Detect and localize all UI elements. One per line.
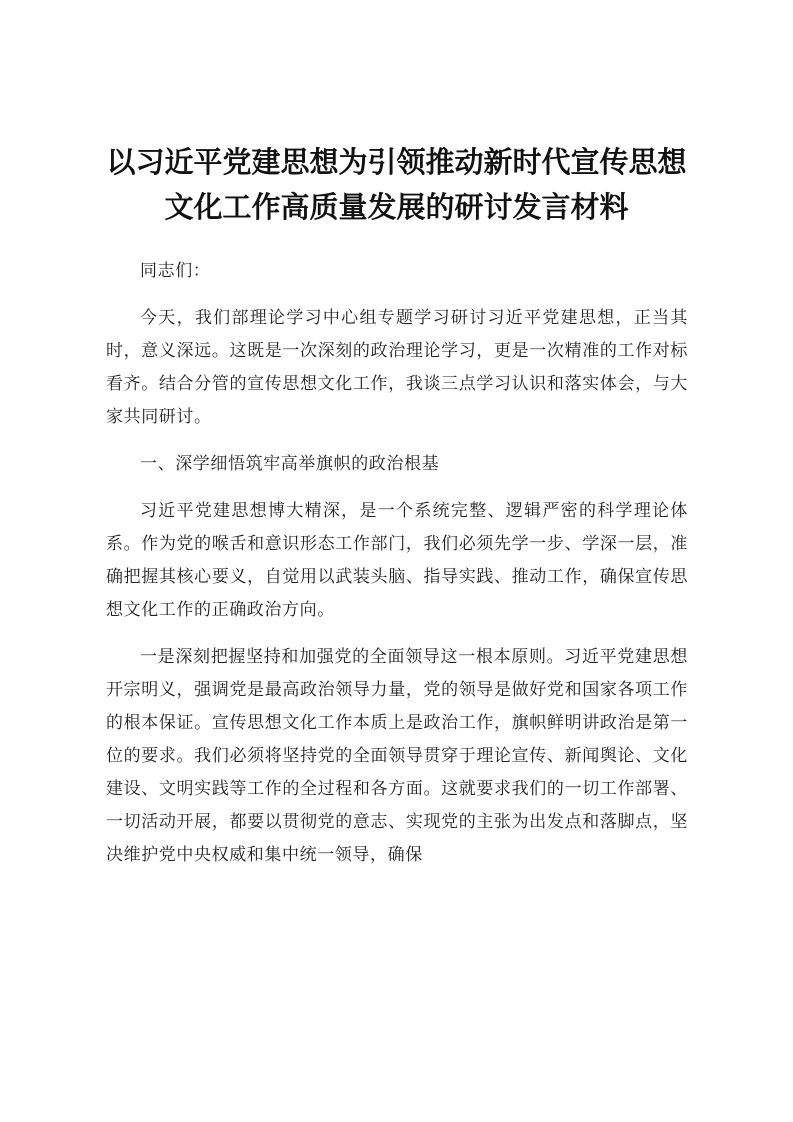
document-title <box>60 140 733 230</box>
document-body <box>106 255 688 886</box>
title-line-2: 文化工作高质量发展的研讨发言材料 <box>164 190 629 224</box>
section-heading-1: 一、深学细悟筑牢高举旗帜的政治根基 <box>140 454 440 474</box>
title-line-1: 以习近平党建思想为引领推动新时代宣传思想 <box>106 145 687 179</box>
paragraph-section-1: 习近平党建思想博大精深，是一个系统完整、逻辑严密的科学理论体系。作为党的喉舌和意识形态工作部门，我们必须先学一步、学深一层，准确把握其核心要义，自觉用以武装头脑、指导实践、推动工作，确保宣传思想文化工作的正确政治方向。 <box>106 501 688 620</box>
paragraph-point-1: 一是深刻把握坚持和加强党的全面领导这一根本原则。习近平党建思想开宗明义，强调党是最高政治领导力量，党的领导是做好党和国家各项工作的根本保证。宣传思想文化工作本质上是政治工作，旗帜鲜明讲政治是第一位的要求。我们必须将坚持党的全面领导贯穿于理论宣传、新闻舆论、文化建设、文明实践等工作的全过程和各方面。这就要求我们的一切工作部署、一切活动开展，都要以贯彻党的意志、实现党的主张为出发点和落脚点，坚决维护党中央权威和集中统一领导，确保 <box>106 647 688 865</box>
greeting: 同志们： <box>140 261 211 281</box>
paragraph-intro: 今天，我们部理论学习中心组专题学习研讨习近平党建思想，正当其时，意义深远。这既是一次深刻的政治理论学习，更是一次精准的工作对标看齐。结合分管的宣传思想文化工作，我谈三点学习认识和落实体会，与大家共同研讨。 <box>106 308 688 427</box>
